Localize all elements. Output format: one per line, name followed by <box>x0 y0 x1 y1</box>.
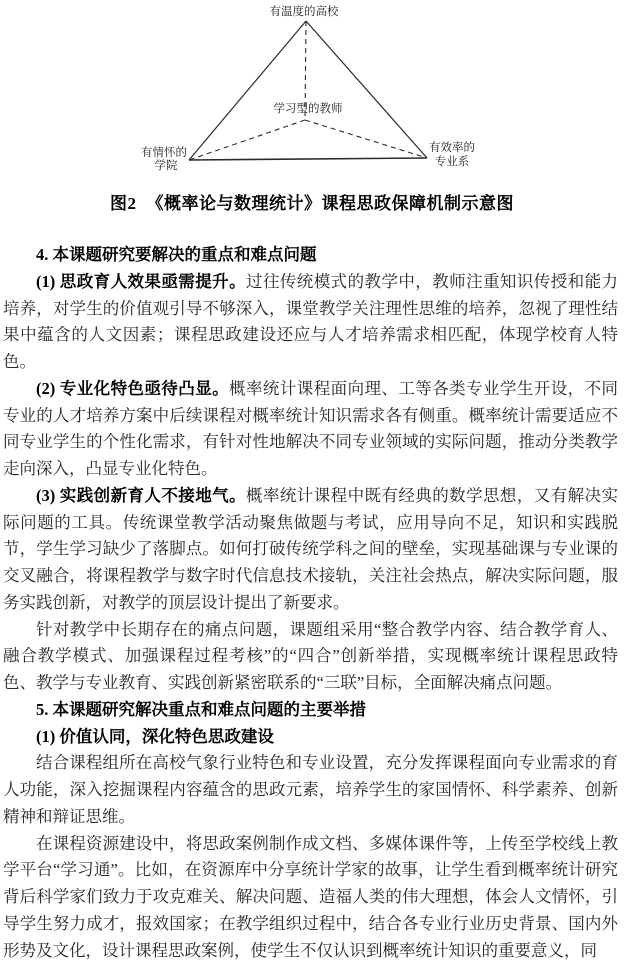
triangle-right-edge <box>306 21 427 158</box>
paragraph-value-1: 结合课程组所在高校气象行业特色和专业设置，充分发挥课程面向专业需求的育人功能，深入挖掘课程内容蕴含的思政元素，培养学生的家国情怀、科学素养、创新精神和辩证思维。 <box>3 750 618 830</box>
section-heading-4: 4. 本课题研究要解决的重点和难点问题 <box>3 242 618 269</box>
dashed-center-to-right-line <box>305 120 427 158</box>
section-heading-5: 5. 本课题研究解决重点和难点问题的主要举措 <box>3 697 618 724</box>
triangle-left-edge <box>189 21 306 160</box>
node-label-top: 有温度的高校 <box>270 4 339 18</box>
paragraph-item-1 <box>3 269 618 376</box>
section-heading-5-1: (1) 价值认同，深化特色思政建设 <box>3 724 618 751</box>
triangle-base-edge <box>189 158 427 160</box>
figure-caption-title: 《概率论与数理统计》课程思政保障机制示意图 <box>147 194 515 213</box>
node-label-bottom-right-2: 专业系 <box>435 154 470 168</box>
paragraph-item-1-text: 过往传统模式的教学中，教师注重知识传授和能力培养，对学生的价值观引导不够深入，课堂教学关注理性思维的培养，忽视了理性结果中蕴含的人文因素；课程思政建设还应与人才培养需求相匹配，体现学校育人特色。 <box>3 272 618 371</box>
paragraph-value-2: 在课程资源建设中，将思政案例制作成文档、多媒体课件等，上传至学校线上教学平台“学习通”。比如，在资源库中分享统计学家的故事，让学生看到概率统计研究背后科学家们致力于攻克难关、解决问题、造福人类的伟大理想，体会人文情怀，引导学生努力成才，报效国家；在教学组织过程中，结合各专业行业历史背景、国内外形势及文化，设计课程思政案例，使学生不仅认识到概率统计知识的重要意义，同 <box>3 831 618 964</box>
node-label-center: 学习型的教师 <box>274 101 343 115</box>
paragraph-item-3 <box>3 483 618 617</box>
paragraph-item-2 <box>3 376 618 483</box>
node-label-bottom-left-2: 学院 <box>155 158 178 172</box>
paragraph-item-3-text: 概率统计课程中既有经典的数学思想，又有解决实际问题的工具。传统课堂教学活动聚焦做题与考试，应用导向不足，知识和实践脱节，学生学习缺少了落脚点。如何打破传统学科之间的壁垒，实现基础课与专业课的交叉融合，将课程教学与数字时代信息技术接轨，关注社会热点，解决实际问题，服务实践创新，对教学的顶层设计提出了新要求。 <box>3 486 618 612</box>
paragraph-item-3-lead: (3) 实践创新育人不接地气。 <box>36 486 246 505</box>
paragraph-item-2-lead: (2) 专业化特色亟待凸显。 <box>36 379 229 398</box>
node-label-bottom-left-1: 有情怀的 <box>141 145 187 159</box>
figure-diagram <box>0 0 624 180</box>
document-body <box>0 242 624 964</box>
triangle-diagram-svg <box>0 0 624 180</box>
paragraph-measures: 针对教学中长期存在的痛点问题，课题组采用“整合教学内容、结合教学育人、融合教学模式、加强课程过程考核”的“四合”创新举措，实现概率统计课程思政特色、教学与专业教育、实践创新紧密联系的“三联”目标，全面解决痛点问题。 <box>3 617 618 697</box>
figure-caption-label: 图2 <box>110 194 137 213</box>
figure-caption <box>0 194 624 214</box>
node-label-bottom-right-1: 有效率的 <box>429 140 475 154</box>
paragraph-item-2-text: 概率统计课程面向理、工等各类专业学生开设，不同专业的人才培养方案中后续课程对概率统计知识需求各有侧重。概率统计需要适应不同专业学生的个性化需求，有针对性地解决不同专业领域的实际问题，推动分类教学走向深入，凸显专业化特色。 <box>3 379 618 478</box>
paragraph-item-1-lead: (1) 思政育人效果亟需提升。 <box>36 272 246 291</box>
